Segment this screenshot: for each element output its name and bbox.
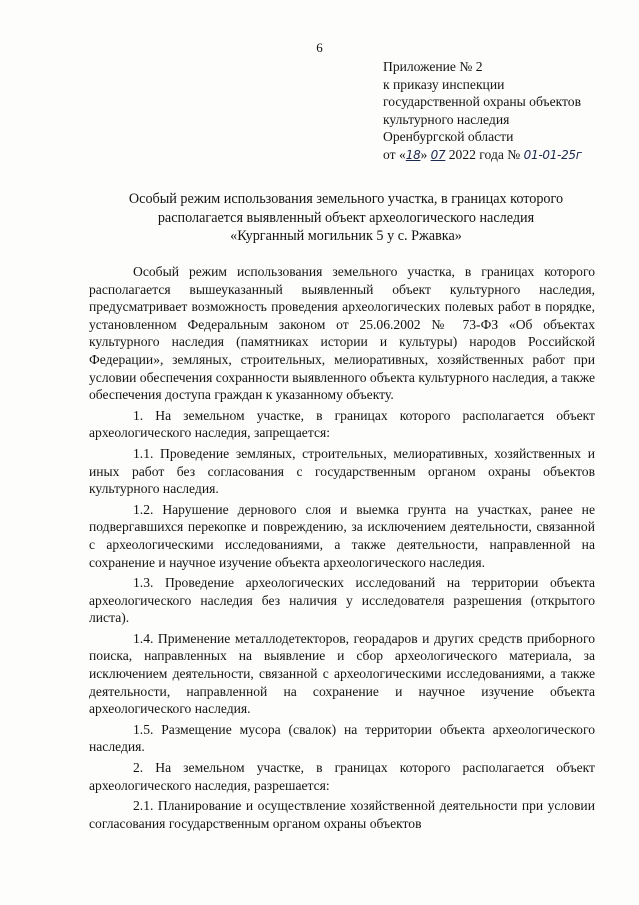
- document-body: [89, 263, 595, 832]
- approval-date-line: [383, 146, 639, 165]
- handwritten-day: 18: [405, 147, 421, 162]
- approval-line: к приказу инспекции: [383, 76, 505, 92]
- clause-1-2: 1.2. Нарушение дернового слоя и выемка грунта на участках, ранее не подвергавшихся перекопке и повреждению, за исключением деятельности, связанной с археологическими исследованиями, а также деятельности, направленной на сохранение и научное изучение объекта археологического наследия.: [89, 501, 595, 570]
- approval-line: Приложение № 2: [383, 59, 483, 74]
- clause-2-1: 2.1. Планирование и осуществление хозяйственной деятельности при условии согласования государственным органом охраны объектов: [89, 798, 595, 831]
- date-year: 2022 года №: [448, 146, 521, 162]
- clause-1-5: 1.5. Размещение мусора (свалок) на территории объекта археологического наследия.: [89, 721, 595, 755]
- title-line: располагается выявленный объект археологического наследия: [157, 209, 535, 226]
- date-mid: »: [420, 146, 428, 162]
- approval-block: [383, 58, 639, 165]
- clause-1-4: 1.4. Применение металлодетекторов, георадаров и других средств приборного поиска, направленных на выявление и сбор археологического материала, за исключением деятельности, связанной с археологическими исследованиями, а также деятельности, направленной на сохранение и научное изучение объекта археологического наследия.: [89, 630, 595, 717]
- page-number: 6: [316, 40, 323, 55]
- clause-1-3: 1.3. Проведение археологических исследований на территории объекта археологического наследия без наличия у исследователя разрешения (открытого листа).: [89, 575, 595, 626]
- approval-line: Оренбургской области: [383, 129, 514, 145]
- intro-paragraph: Особый режим использования земельного участка, в границах которого располагается вышеуказанный выявленный объект культурного наследия, предусматривает возможность проведения археологических полевых работ в порядке, установленном Федеральным законом от 25.06.2002 № 73-ФЗ «Об объектах культурного наследия (памятниках истории и культуры) народов Российской Федерации», земляных, строительных, мелиоративных, хозяйственных работ при условии обеспечения сохранности выявленного объекта культурного наследия, а также обеспечения доступа граждан к указанному объекту.: [89, 264, 595, 403]
- section-2-heading: 2. На земельном участке, в границах которого располагается объект археологического наследия, разрешается:: [89, 760, 595, 793]
- handwritten-order-number: 01-01-25г: [523, 147, 582, 162]
- date-prefix: от «: [383, 146, 406, 162]
- title-line: «Курганный могильник 5 у с. Ржавка»: [230, 228, 462, 244]
- section-1-heading: 1. На земельном участке, в границах которого располагается объект археологического наследия, запрещается:: [89, 407, 595, 441]
- title-line: Особый режим использования земельного участка, в границах которого: [128, 191, 564, 207]
- handwritten-month: 07: [430, 147, 446, 162]
- clause-1-1: 1.1. Проведение земляных, строительных, мелиоративных, хозяйственных и иных работ без согласования с государственным органом охраны объектов культурного наследия.: [89, 445, 595, 497]
- approval-line: культурного наследия: [383, 111, 510, 127]
- document-title: [96, 190, 596, 246]
- approval-line: государственной охраны объектов: [383, 94, 582, 110]
